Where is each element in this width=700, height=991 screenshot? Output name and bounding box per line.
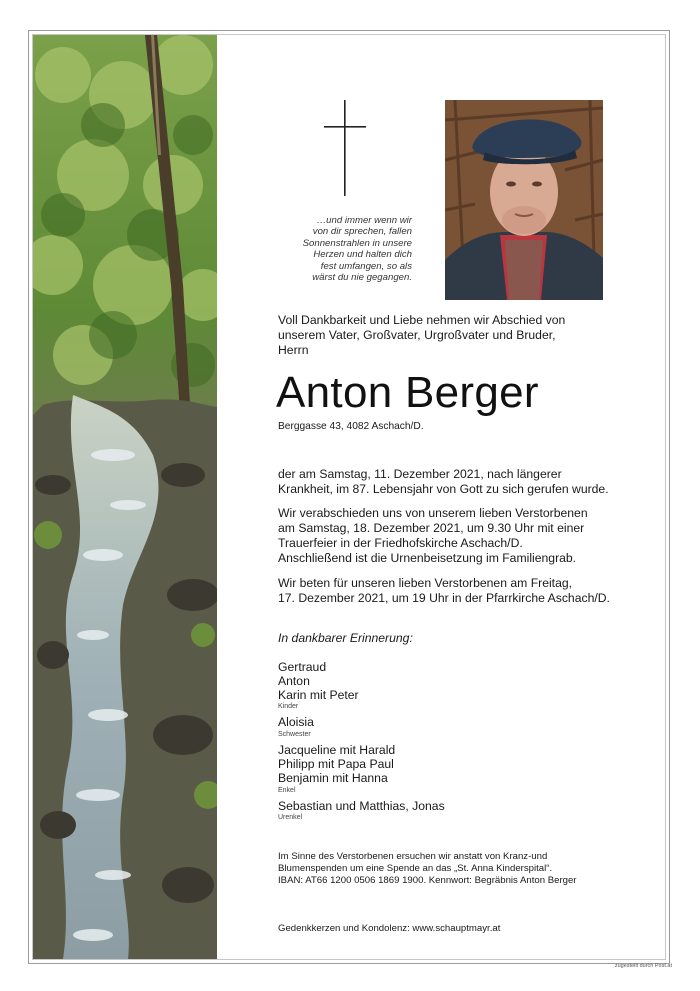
donation-line: Blumenspenden um eine Spende an das „St. Anna Kinderspital“.: [278, 863, 553, 874]
family-name: Karin mit Peter: [278, 687, 359, 702]
cross-icon: [324, 100, 366, 196]
family-group-sister: [278, 716, 445, 739]
poem-line: von dir sprechen, fallen: [312, 226, 412, 238]
poem: [276, 215, 412, 283]
family-name: Sebastian und Matthias, Jonas: [278, 798, 445, 813]
paragraph-line: der am Samstag, 11. Dezember 2021, nach längerer: [278, 467, 562, 481]
family-group-children: [278, 661, 445, 711]
intro-line: Voll Dankbarkeit und Liebe nehmen wir Abschied von: [278, 313, 566, 327]
prayer-paragraph: [278, 576, 610, 606]
family-name: Philipp mit Papa Paul: [278, 756, 394, 771]
portrait-photo: [445, 100, 603, 300]
donation-line: Im Sinne des Verstorbenen ersuchen wir anstatt von Kranz-und: [278, 851, 548, 862]
family-name: Gertraud: [278, 660, 327, 674]
family-name: Anton: [278, 673, 310, 688]
family-name: Benjamin mit Hanna: [278, 770, 388, 785]
deceased-address: Berggasse 43, 4082 Aschach/D.: [278, 421, 424, 432]
paragraph-line: Krankheit, im 87. Lebensjahr von Gott zu sich gerufen wurde.: [278, 482, 609, 496]
death-announcement: [278, 467, 609, 497]
paragraph-line: Trauerfeier in der Friedhofskirche Aschach/D.: [278, 536, 523, 550]
remembrance-heading: In dankbarer Erinnerung:: [278, 631, 413, 645]
poem-line: Herzen und halten dich: [313, 249, 412, 261]
farewell-paragraph: [278, 506, 588, 566]
paragraph-line: 17. Dezember 2021, um 19 Uhr in der Pfarrkirche Aschach/D.: [278, 591, 610, 605]
donation-notice: [278, 851, 577, 887]
family-group-grandchildren: [278, 744, 445, 794]
intro-text: [278, 313, 565, 358]
family-group-great-grandchildren: [278, 800, 445, 823]
condolence-link[interactable]: Gedenkkerzen und Kondolenz: www.schauptmayr.at: [278, 923, 501, 934]
poem-line: Sonnenstrahlen in unsere: [302, 237, 412, 249]
family-relation: Enkel: [278, 786, 296, 794]
family-relation: Urenkel: [278, 814, 303, 822]
paragraph-line: am Samstag, 18. Dezember 2021, um 9.30 Uhr mit einer: [278, 521, 585, 535]
family-name: Aloisia: [278, 715, 314, 730]
paragraph-line: Wir beten für unseren lieben Verstorbenen am Freitag,: [278, 576, 573, 590]
paragraph-line: Anschließend ist die Urnenbeisetzung im Familiengrab.: [278, 551, 577, 565]
family-list: [278, 661, 445, 827]
paragraph-line: Wir verabschieden uns von unserem lieben Verstorbenen: [278, 506, 588, 520]
delivery-credit: zugestellt durch Post.at: [614, 963, 672, 969]
intro-line: unserem Vater, Großvater, Urgroßvater und Bruder,: [278, 328, 556, 342]
family-relation: Kinder: [278, 703, 299, 711]
family-relation: Schwester: [278, 731, 311, 739]
poem-line: …und immer wenn wir: [316, 215, 412, 226]
donation-line: IBAN: AT66 1200 0506 1869 1900. Kennwort: Begräbnis Anton Berger: [278, 875, 577, 886]
intro-line: Herrn: [278, 343, 309, 357]
poem-line: wärst du nie gegangen.: [312, 272, 412, 284]
deceased-name: Anton Berger: [276, 368, 539, 417]
poem-line: fest umfangen, so als: [320, 260, 412, 272]
forest-stream-image: [33, 35, 217, 959]
family-name: Jacqueline mit Harald: [278, 743, 396, 758]
